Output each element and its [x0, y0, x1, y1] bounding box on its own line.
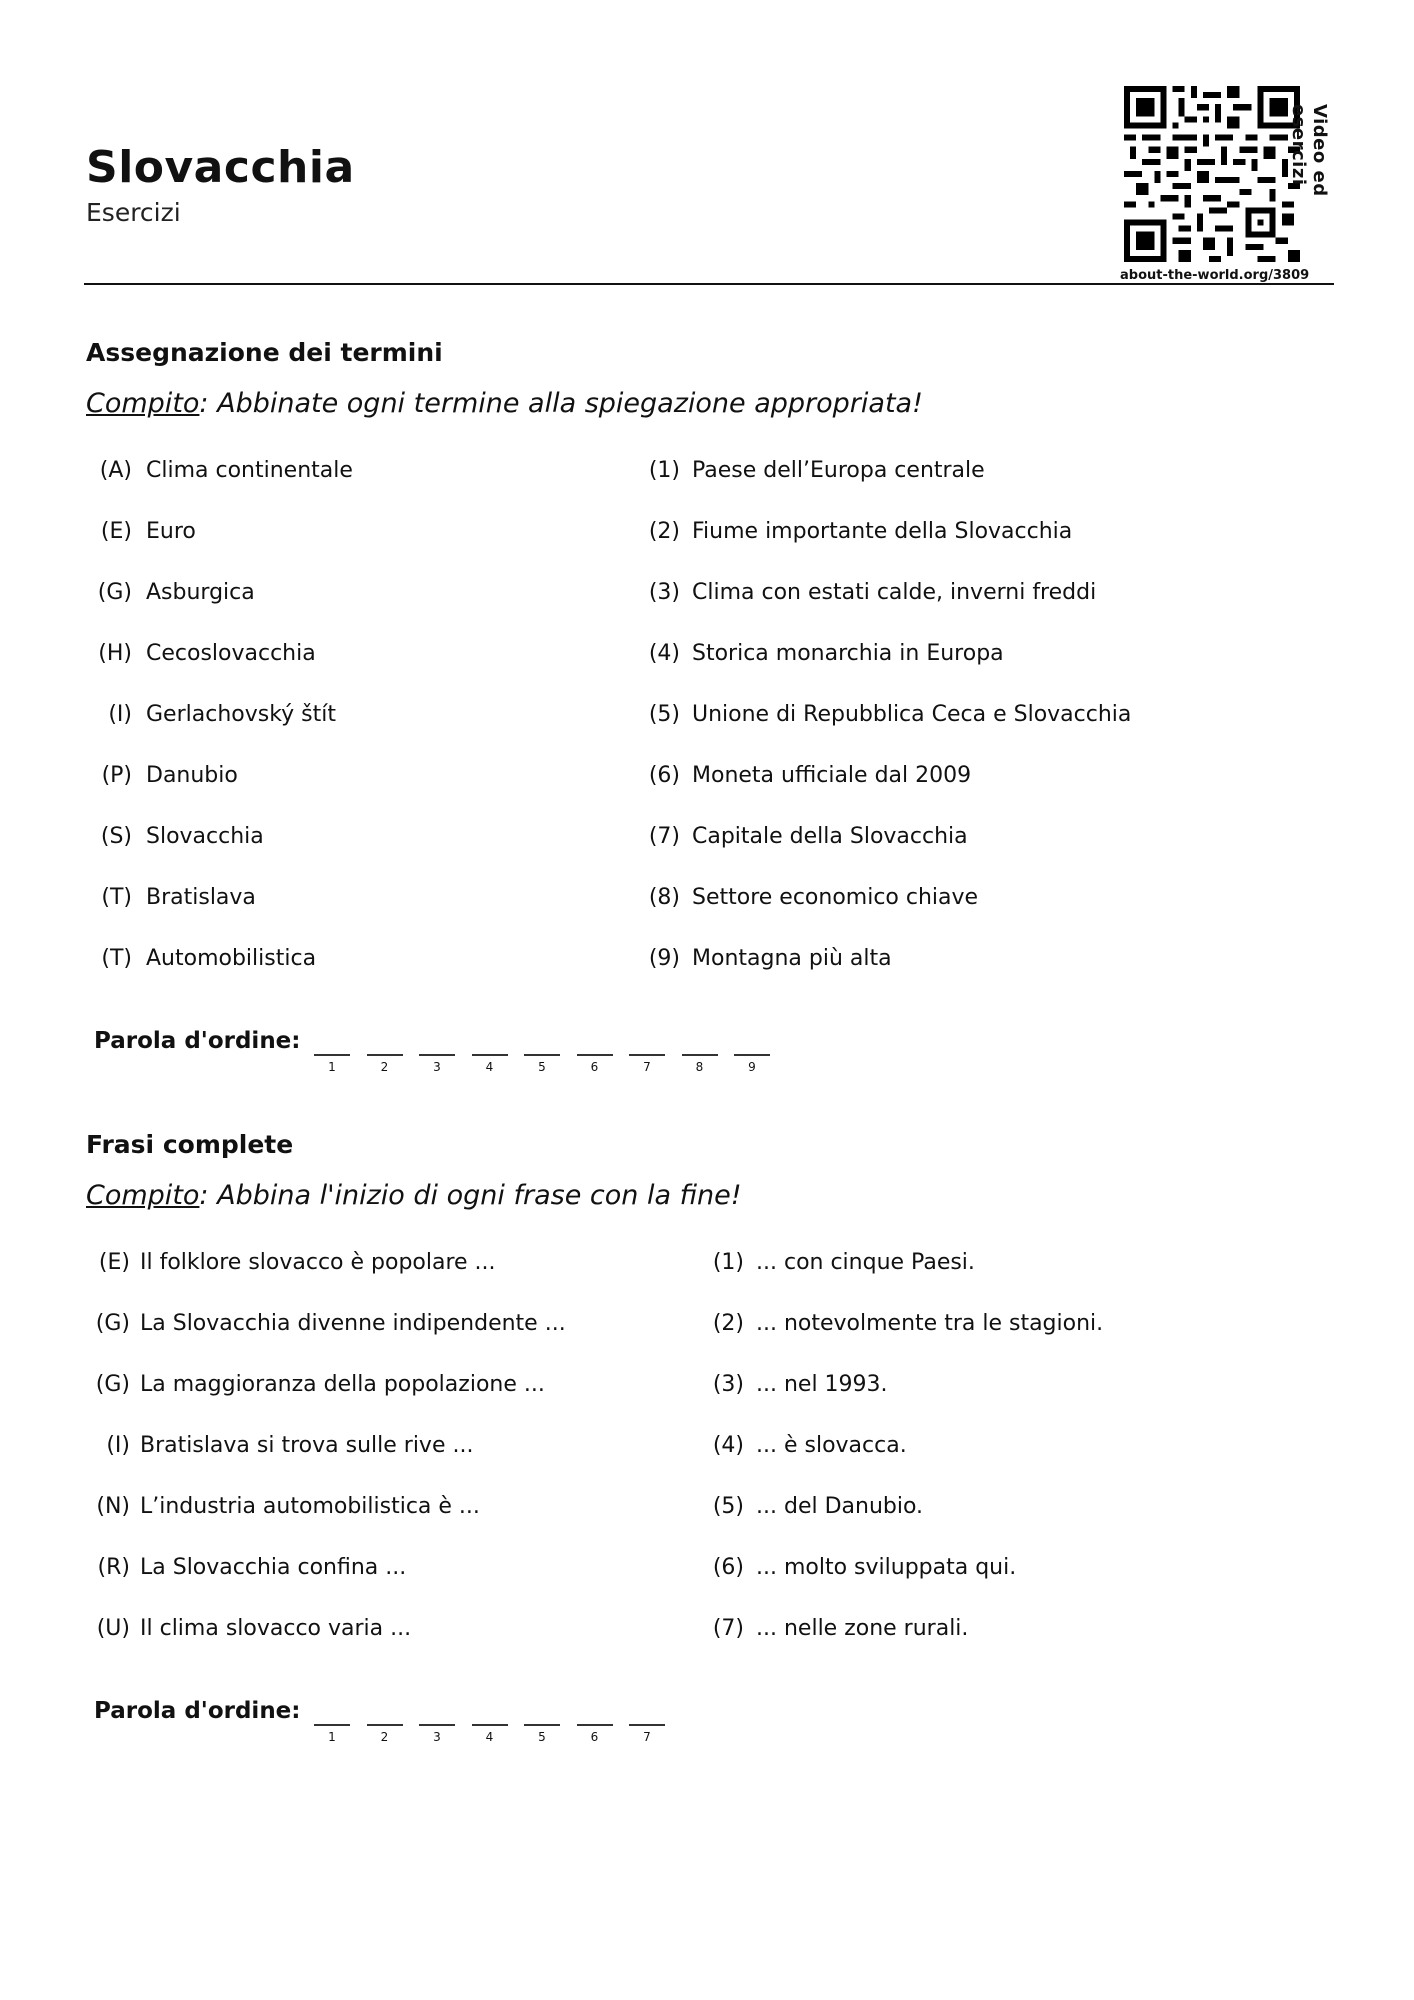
definition-item: [640, 702, 1131, 727]
term-item: [86, 458, 353, 483]
section1-task: [86, 388, 923, 419]
definition-text: Moneta ufficiale dal 2009: [692, 763, 972, 788]
term-text: Gerlachovský štít: [146, 702, 336, 727]
definition-text: Capitale della Slovacchia: [692, 824, 968, 849]
definition-item: [640, 641, 1004, 666]
answer-slot-number: 3: [433, 1730, 441, 1744]
section2-task-text: : Abbina l'inizio di ogni frase con la fine!: [199, 1180, 742, 1211]
answer-slot-line: [629, 1054, 665, 1056]
section2-title: Frasi complete: [86, 1130, 294, 1159]
answer-slot[interactable]: [367, 1724, 403, 1754]
definition-text: Fiume importante della Slovacchia: [692, 519, 1073, 544]
answer-slot-line: [577, 1054, 613, 1056]
term-text: Bratislava: [146, 885, 256, 910]
sentence-end-text: ... nel 1993.: [756, 1372, 888, 1397]
term-item: [86, 946, 316, 971]
term-code: (I): [108, 702, 132, 727]
term-code: (T): [101, 946, 132, 971]
sentence-end-item: [704, 1494, 923, 1519]
sentence-start-code: (U): [96, 1616, 130, 1641]
answer-slot-line: [734, 1054, 770, 1056]
answer-slot-number: 8: [695, 1060, 704, 1074]
term-text: Automobilistica: [146, 946, 317, 971]
definition-code: (6): [648, 763, 680, 788]
term-item: [86, 641, 316, 666]
definition-code: (5): [648, 702, 680, 727]
definition-code: (2): [648, 519, 680, 544]
sentence-start-text: L’industria automobilistica è ...: [140, 1494, 480, 1519]
answer-slot-number: 7: [643, 1060, 651, 1074]
answer-slot-number: 9: [748, 1060, 756, 1074]
answer-slot-line: [577, 1724, 613, 1726]
sentence-end-text: ... molto sviluppata qui.: [756, 1555, 1017, 1580]
definition-code: (8): [648, 885, 680, 910]
definition-code: (3): [648, 580, 680, 605]
definition-code: (9): [648, 946, 680, 971]
definition-code: (4): [648, 641, 680, 666]
term-text: Euro: [146, 519, 196, 544]
answer-slot[interactable]: [524, 1724, 560, 1754]
sentence-start-text: Il folklore slovacco è popolare ...: [140, 1250, 496, 1275]
sentence-end-code: (7): [712, 1616, 744, 1641]
definition-text: Storica monarchia in Europa: [692, 641, 1004, 666]
term-item: [86, 519, 196, 544]
definition-item: [640, 519, 1072, 544]
definition-code: (7): [648, 824, 680, 849]
definition-item: [640, 946, 892, 971]
page-title: Slovacchia: [86, 142, 355, 193]
definition-item: [640, 824, 968, 849]
answer-slot[interactable]: [577, 1724, 613, 1754]
sentence-start-code: (R): [97, 1555, 130, 1580]
definition-item: [640, 763, 971, 788]
sentence-start-text: Il clima slovacco varia ...: [140, 1616, 412, 1641]
answer-slot[interactable]: [524, 1054, 560, 1084]
answer-slot-line: [419, 1054, 455, 1056]
answer-slot-line: [682, 1054, 718, 1056]
sentence-start-text: La Slovacchia divenne indipendente ...: [140, 1311, 566, 1336]
term-code: (T): [101, 885, 132, 910]
sentence-start-item: [86, 1433, 473, 1458]
answer-slot-line: [472, 1054, 508, 1056]
definition-text: Montagna più alta: [692, 946, 892, 971]
sentence-end-item: [704, 1433, 907, 1458]
sentence-start-item: [86, 1555, 406, 1580]
answer-slot-line: [367, 1054, 403, 1056]
sentence-end-item: [704, 1250, 975, 1275]
sentence-end-item: [704, 1311, 1103, 1336]
answer-slot[interactable]: [367, 1054, 403, 1084]
answer-slot[interactable]: [629, 1724, 665, 1754]
term-code: (G): [97, 580, 132, 605]
sentence-end-code: (3): [712, 1372, 744, 1397]
answer-slot-line: [472, 1724, 508, 1726]
answer-slot-number: 6: [590, 1060, 599, 1074]
answer-slot-number: 5: [538, 1730, 546, 1744]
sentence-start-code: (I): [106, 1433, 130, 1458]
qr-side-label: Video ed esercizi: [1288, 104, 1330, 197]
definition-text: Clima con estati calde, inverni freddi: [692, 580, 1097, 605]
sentence-start-item: [86, 1250, 496, 1275]
sentence-start-code: (G): [95, 1311, 130, 1336]
answer-slot-number: 2: [380, 1730, 389, 1744]
section1-task-label: Compito: [86, 388, 200, 419]
sentence-start-code: (G): [95, 1372, 130, 1397]
term-item: [86, 580, 255, 605]
header-divider: [84, 283, 1334, 285]
answer-slot[interactable]: [577, 1054, 613, 1084]
answer-slot[interactable]: [314, 1724, 350, 1754]
answer-slot-line: [314, 1054, 350, 1056]
term-text: Asburgica: [146, 580, 255, 605]
answer-slot[interactable]: [419, 1054, 455, 1084]
sentence-start-item: [86, 1616, 411, 1641]
sentence-start-code: (E): [98, 1250, 130, 1275]
answer-slot-number: 1: [328, 1060, 336, 1074]
sentence-end-code: (5): [712, 1494, 744, 1519]
answer-slot[interactable]: [314, 1054, 350, 1084]
term-text: Cecoslovacchia: [146, 641, 316, 666]
answer-slot[interactable]: [734, 1054, 770, 1084]
sentence-end-text: ... del Danubio.: [756, 1494, 924, 1519]
term-code: (H): [98, 641, 132, 666]
definition-item: [640, 458, 985, 483]
sentence-end-item: [704, 1616, 968, 1641]
section1-order-label: Parola d'ordine:: [94, 1028, 301, 1054]
page-subtitle: Esercizi: [86, 198, 181, 227]
section1-task-text: : Abbinate ogni termine alla spiegazione appropriata!: [199, 388, 923, 419]
term-text: Clima continentale: [146, 458, 353, 483]
section2-task-label: Compito: [86, 1180, 200, 1211]
answer-slot-number: 6: [590, 1730, 599, 1744]
sentence-end-text: ... nelle zone rurali.: [756, 1616, 969, 1641]
answer-slot-number: 4: [485, 1060, 494, 1074]
sentence-end-text: ... notevolmente tra le stagioni.: [756, 1311, 1104, 1336]
sentence-end-code: (1): [712, 1250, 744, 1275]
term-code: (E): [100, 519, 132, 544]
answer-slot-number: 7: [643, 1730, 651, 1744]
answer-slot-number: 4: [485, 1730, 494, 1744]
answer-slot-line: [524, 1724, 560, 1726]
definition-text: Paese dell’Europa centrale: [692, 458, 985, 483]
term-text: Danubio: [146, 763, 238, 788]
answer-slot[interactable]: [472, 1724, 508, 1754]
term-code: (A): [99, 458, 132, 483]
sentence-end-item: [704, 1555, 1016, 1580]
answer-slot-number: 1: [328, 1730, 336, 1744]
sentence-end-code: (4): [712, 1433, 744, 1458]
sentence-end-item: [704, 1372, 888, 1397]
qr-code-icon[interactable]: [1124, 86, 1300, 262]
answer-slot-line: [314, 1724, 350, 1726]
term-item: [86, 702, 336, 727]
section2-task: [86, 1180, 742, 1211]
sentence-start-text: La Slovacchia confina ...: [140, 1555, 407, 1580]
definition-code: (1): [648, 458, 680, 483]
answer-slot[interactable]: [419, 1724, 455, 1754]
sentence-start-text: Bratislava si trova sulle rive ...: [140, 1433, 474, 1458]
sentence-end-text: ... con cinque Paesi.: [756, 1250, 975, 1275]
answer-slot-line: [524, 1054, 560, 1056]
qr-link-text[interactable]: about-the-world.org/3809: [1120, 268, 1310, 283]
term-text: Slovacchia: [146, 824, 264, 849]
term-item: [86, 885, 256, 910]
sentence-start-text: La maggioranza della popolazione ...: [140, 1372, 545, 1397]
definition-text: Settore economico chiave: [692, 885, 979, 910]
answer-slot[interactable]: [682, 1054, 718, 1084]
answer-slot-number: 5: [538, 1060, 546, 1074]
definition-item: [640, 885, 978, 910]
definition-text: Unione di Repubblica Ceca e Slovacchia: [692, 702, 1132, 727]
section2-order-label: Parola d'ordine:: [94, 1698, 301, 1724]
answer-slot-number: 3: [433, 1060, 441, 1074]
sentence-end-code: (2): [712, 1311, 744, 1336]
answer-slot[interactable]: [629, 1054, 665, 1084]
definition-item: [640, 580, 1096, 605]
answer-slot-line: [419, 1724, 455, 1726]
sentence-end-text: ... è slovacca.: [756, 1433, 907, 1458]
section1-title: Assegnazione dei termini: [86, 338, 443, 367]
answer-slot-line: [629, 1724, 665, 1726]
term-item: [86, 763, 238, 788]
sentence-start-item: [86, 1311, 566, 1336]
term-code: (S): [100, 824, 132, 849]
sentence-start-item: [86, 1494, 480, 1519]
answer-slot[interactable]: [472, 1054, 508, 1084]
sentence-start-code: (N): [96, 1494, 130, 1519]
term-code: (P): [101, 763, 132, 788]
answer-slot-number: 2: [380, 1060, 389, 1074]
term-item: [86, 824, 264, 849]
sentence-start-item: [86, 1372, 545, 1397]
answer-slot-line: [367, 1724, 403, 1726]
sentence-end-code: (6): [712, 1555, 744, 1580]
